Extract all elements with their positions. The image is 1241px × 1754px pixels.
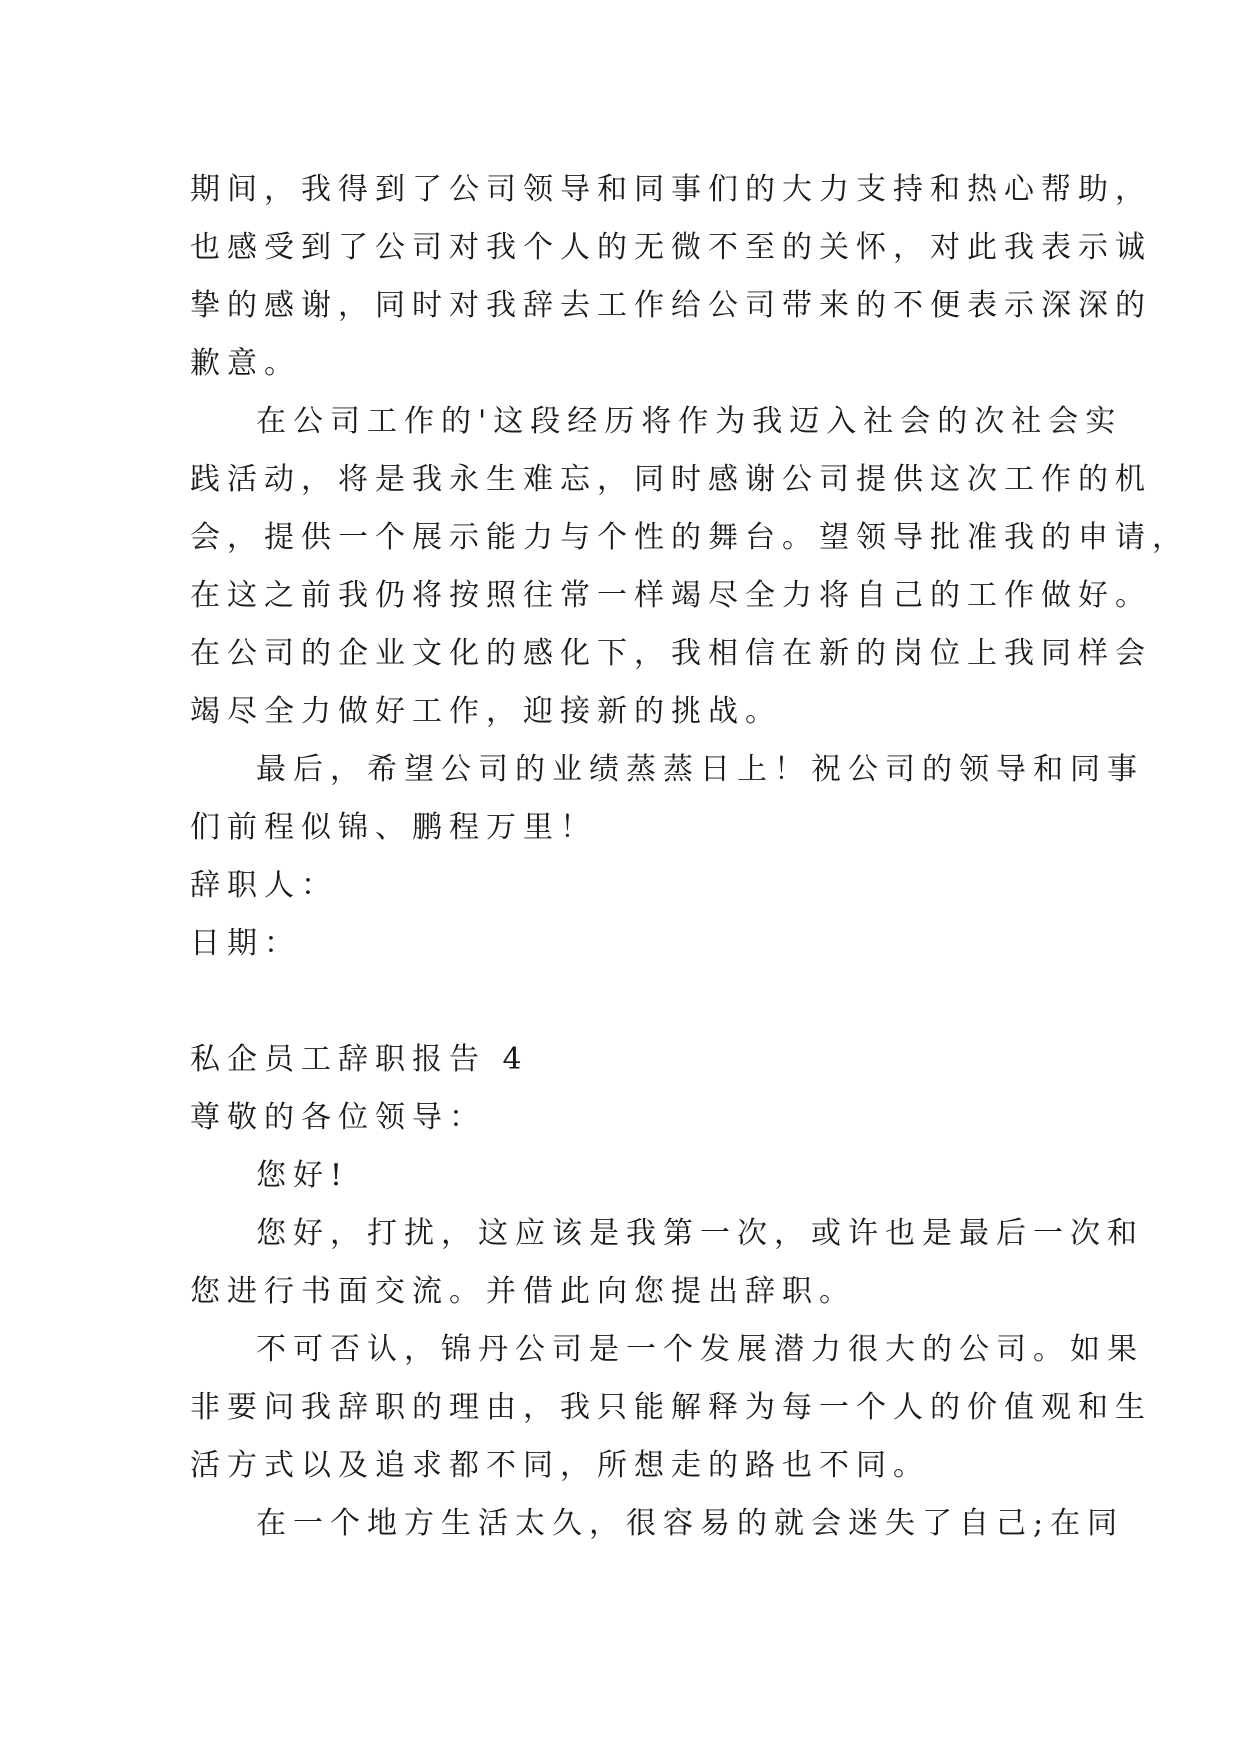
paragraph-start-line: 最后，希望公司的业绩蒸蒸日上！祝公司的领导和同事: [256, 752, 1144, 787]
date-label: 日期：: [190, 926, 301, 961]
signature-label: 辞职人：: [190, 868, 338, 903]
text-line: 活方式以及追求都不同，所想走的路也不同。: [190, 1448, 930, 1483]
paragraph-start-line: 在一个地方生活太久，很容易的就会迷失了自己;在同: [256, 1506, 1125, 1541]
section-title: 私企员工辞职报告 4: [190, 1042, 529, 1077]
text-line: 非要问我辞职的理由，我只能解释为每一个人的价值观和生: [190, 1390, 1152, 1425]
text-line: 您进行书面交流。并借此向您提出辞职。: [190, 1274, 856, 1309]
paragraph-start-line: 在公司工作的'这段经历将作为我迈入社会的次社会实: [256, 404, 1123, 439]
text-line: 践活动，将是我永生难忘，同时感谢公司提供这次工作的机: [190, 462, 1152, 497]
paragraph-start-line: 不可否认，锦丹公司是一个发展潜力很大的公司。如果: [256, 1332, 1144, 1367]
text-line: 歉意。: [190, 346, 301, 381]
greeting: 您好!: [256, 1158, 350, 1193]
text-line: 在公司的企业文化的感化下，我相信在新的岗位上我同样会: [190, 636, 1152, 671]
text-line: 期间，我得到了公司领导和同事们的大力支持和热心帮助，: [190, 172, 1152, 207]
paragraph-start-line: 您好，打扰，这应该是我第一次，或许也是最后一次和: [256, 1216, 1144, 1251]
text-line: 会，提供一个展示能力与个性的舞台。望领导批准我的申请，: [190, 520, 1189, 555]
text-line: 们前程似锦、鹏程万里！: [190, 810, 597, 845]
text-line: 也感受到了公司对我个人的无微不至的关怀，对此我表示诚: [190, 230, 1152, 265]
text-line: 挚的感谢，同时对我辞去工作给公司带来的不便表示深深的: [190, 288, 1152, 323]
text-line: 在这之前我仍将按照往常一样竭尽全力将自己的工作做好。: [190, 578, 1152, 613]
salutation: 尊敬的各位领导：: [190, 1100, 486, 1135]
text-line: 竭尽全力做好工作，迎接新的挑战。: [190, 694, 782, 729]
